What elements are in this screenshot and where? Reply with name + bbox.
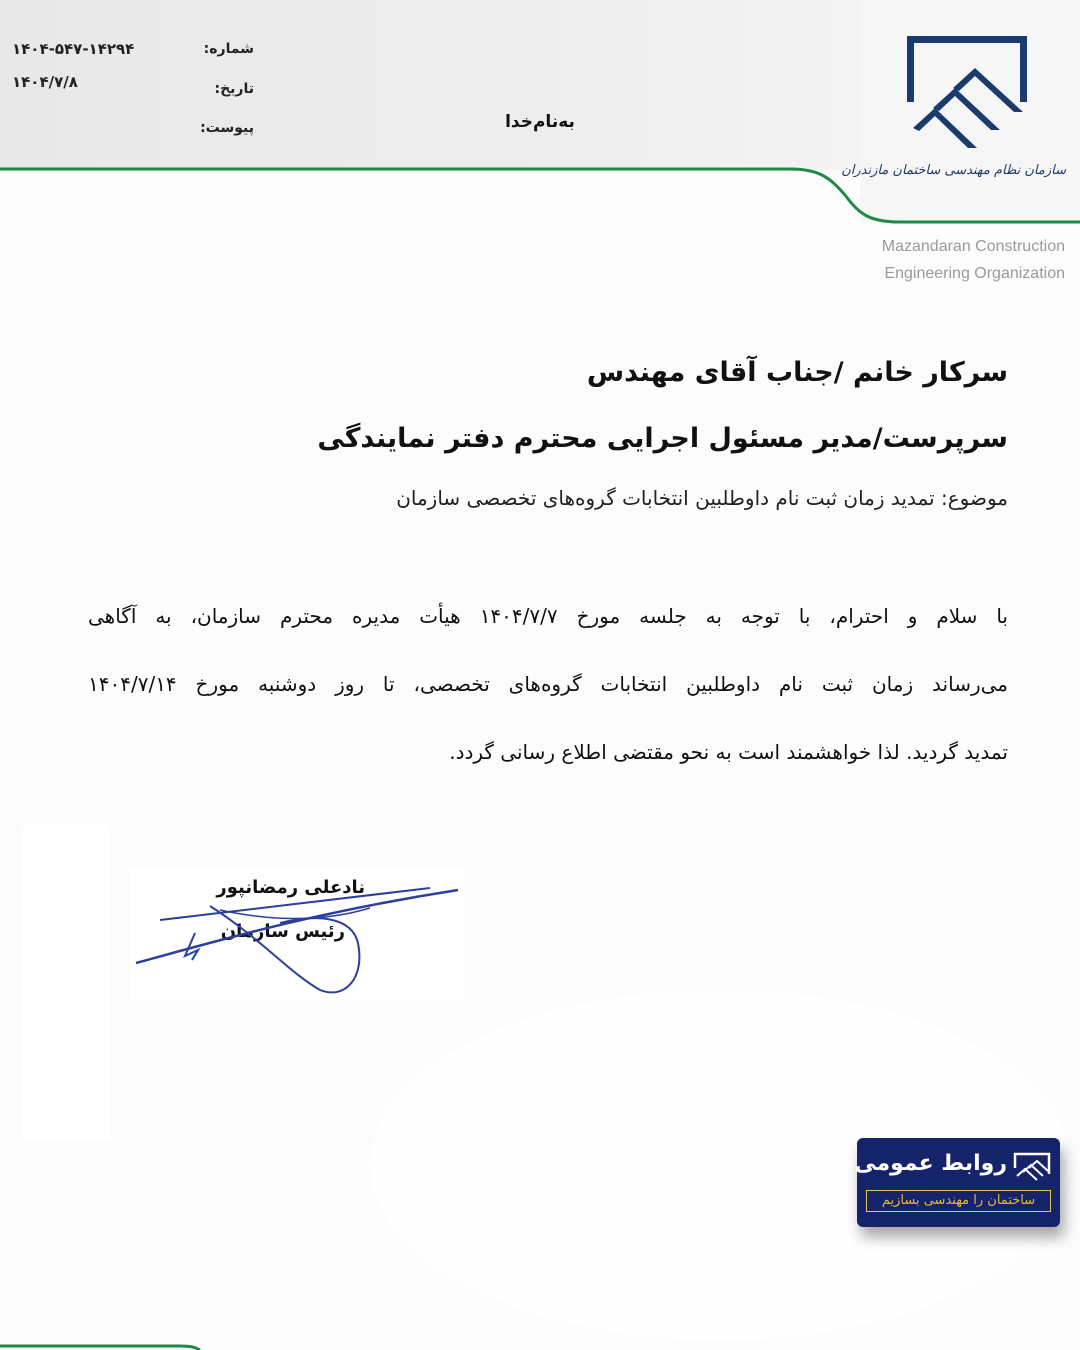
letter-date: ۱۴۰۴/۷/۸ (12, 73, 78, 91)
badge-tagline: ساختمان را مهندسی بسازیم (866, 1190, 1051, 1212)
badge-title: روابط عمومی (854, 1151, 1007, 1176)
date-label: تاریخ: (214, 81, 254, 97)
handwritten-signature (130, 868, 470, 1003)
organization-name-fa: سازمان نظام مهندسی ساختمان مازندران (841, 163, 1066, 178)
body-line: با سلام و احترام، با توجه به جلسه مورخ ۱۴۰۴/۷/۷ هیأت مدیره محترم سازمان، به آگاهی (88, 604, 1009, 628)
signatory-name: نادعلی رمضانپور (216, 877, 365, 898)
footer-divider (0, 1340, 220, 1350)
letter-body (88, 582, 1008, 786)
building-hand-icon (1013, 1152, 1051, 1184)
number-label: شماره: (203, 41, 254, 57)
body-line: می‌رساند زمان ثبت نام داوطلبین انتخابات گروه‌های تخصصی، تا روز دوشنبه مورخ ۱۴۰۴/۷/۱۴ (88, 672, 1008, 696)
basmala-heading: به‌نام‌خدا (505, 112, 575, 132)
organization-name-en (860, 233, 1065, 287)
organization-name-en-line1: Mazandaran Construction (881, 238, 1065, 255)
public-relations-badge (854, 1138, 1060, 1227)
organization-name-en-line2: Engineering Organization (884, 265, 1065, 282)
letter-number: ۱۴۰۴-۵۴۷-۱۴۲۹۴ (12, 40, 135, 58)
attachment-label: پیوست: (200, 120, 254, 136)
body-line: تمدید گردید. لذا خواهشمند است به نحو مقتضی اطلاع رسانی گردد. (449, 740, 1008, 764)
recipient-line-2: سرپرست/مدیر مسئول اجرایی محترم دفتر نمایندگی (317, 423, 1008, 454)
recipient-line-1: سرکار خانم /جناب آقای مهندس (586, 357, 1008, 388)
signature-ghost-panel (22, 825, 110, 1140)
letter-subject: موضوع: تمدید زمان ثبت نام داوطلبین انتخابات گروه‌های تخصصی سازمان (396, 486, 1008, 510)
signatory-title: رئیس سازمان (220, 921, 345, 942)
organization-logo-icon (895, 30, 1035, 150)
